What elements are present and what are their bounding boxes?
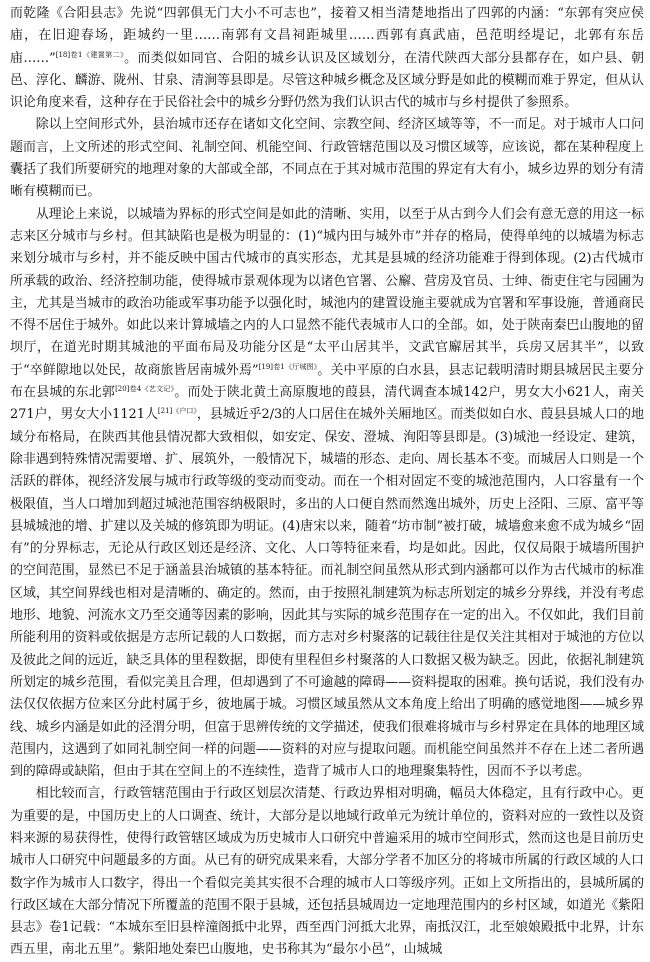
paragraph-3: 从理论上来说，以城墙为界标的形式空间是如此的清晰、实用，以至于从古到今人们会有意无意的用这一标志来区分城市与乡村。但其缺陷也是极为明显的：(1)“城内田与城外市”并存的格局，使得单纯的以城墙为标志来划分城市与乡村，并不能反映中国古代城市的真实形态，尤其是县城的经济功能难于得到体现。(2)古代城市所承载的政治、经济控制功能，使得城市景观体现为以诸色官署、公廨、营房及官员、士绅、衙吏住宅与园圃为主，尤其是当城市的政治功能或军事功能予以强化时，城池内的建置设施主要就成为官署和军事设施，普通商民不得不居住于城外。如此以来计算城墙之内的人口显然不能代表城市人口的全部。如，处于陕南秦巴山腹地的留坝厅，在道光时期其城池的平面布局及功能分区是“太平山居其半，文武官廨居其半，兵房又居其半”，以致于“卒鲜隙地以处民，故商旅皆居南城外焉”$^{[19]卷1《厅城图》}$。关中平原的白水县，县志记载明清时期县城居民主要分布在县城的东北郭$^{[20]卷4《艺文记》}$。而处于陕北黄土高原腹地的葭县，清代调查本城142户，男女大小621人，南关271户，男女大小1121人$^{[21]《户口》}$，县城近乎2/3的人口居住在城外关厢地区。而类似如白水、葭县县城人口的地域分布格局，在陕西其他县情况都大致相似，如安定、保安、澄城、洵阳等县即是。(3)城池一经设定、建筑，除非遇到特殊情况需要增、扩、展筑外，一般情况下，城墙的形态、走向、周长基本不变。而城居人口则是一个活跃的群体，视经济发展与城市行政等级的变动而变动。而在一个相对固定不变的城池范围内，人口容量有一个极限值，当人口增加到超过城池范围容纳极限时，多出的人口便自然而然逸出城外，历史上泾阳、三原、富平等县城城池的增、扩建以及关城的修筑即为明证。(4)唐宋以来，随着“坊市制”被打破，城墙愈来愈不成为城乡“固有”的分界标志，无论从行政区划还是经济、文化、人口等特征来看，均是如此。因此，仅仅局限于城墙所围护的空间范围，显然已不足于涵盖县治城镇的基本特征。而礼制空间虽然从形式到内涵都可以作为古代城市的标准区域，其空间界线也相对是清晰的、确定的。然而，由于按照礼制建筑为标志所划定的城乡分界线，并没有考虑地形、地貌、河流水文乃至交通等因素的影响，因此其与实际的城乡范围存在一定的出入。不仅如此，我们目前所能利用的资料或依据是方志所记载的人口数据，而方志对乡村聚落的记载往往是仅关注其相对于城池的方位以及彼此之间的远近，缺乏具体的里程数据，即使有里程但乡村聚落的人口数据又极为缺乏。因此，依据礼制建筑所划定的城乡范围，看似完美且合理，但却遇到了不可逾越的障碍——资料提取的困难。换句话说，我们没有办法仅仅依据方位来区分此村属于乡，彼地属于城。习惯区域虽然从文本角度上给出了明确的感觉地图——城乡界线、城乡内涵是如此的泾渭分明，但富于思辨传统的文学描述，使我们很难将城市与乡村界定在具体的地理区域范围内，这遇到了如同礼制空间一样的问题——资料的对应与提取问题。而机能空间虽然并不存在上述二者所遇到的障碍或缺陷，但由于其在空间上的不连续性，造背了城市人口的地理聚集特性，因而不予以考虑。 [10, 206, 645, 780]
citation-marker: [19]卷1《厅城图》 [258, 362, 318, 371]
paragraph-2: 除以上空间形式外，县治城市还存在诸如文化空间、宗教空间、经济区域等等，不一而足。对于城市人口问题而言，上文所述的形式空间、礼制空间、机能空间、行政管辖范围以及习惯区域等，应该说，都在某种程度上囊括了我们所要研究的地理对象的大部或全部，不同点在于其对城市范围的界定有大有小，城乡边界的划分有清晰有模糊而已。 [10, 117, 644, 200]
paragraph-1: 而乾隆《合阳县志》先说“四郭俱无门大小不可志也”，接着又相当清楚地指出了四郭的内涵：“东郭有突应侯庙，在旧迎春场，距城约一里……南郭有文昌祠距城里……西郭有真武庙，邑范明经堤记，北郭有东岳庙……”$^{[18]卷1《建置第二》}$。而类似如同官、合阳的城乡认识及区域划分，在清代陕西大部分县都存在，如户县、朝邑、淳化、麟游、陇州、甘泉、清涧等县即是。尽管这种城乡概念及区域分野是如此的模糊而难于界定，但从认识论角度来看，这种存在于民俗社会中的城乡分野仍然为我们认识古代的城市与乡村提供了参照系。 [10, 6, 644, 111]
citation-marker: [18]卷1《建置第二》 [55, 50, 125, 59]
citation-marker: [21]《户口》 [157, 407, 197, 416]
paragraph-4: 相比较而言，行政管辖范围由于行政区划层次清楚、行政边界相对明确，幅员大体稳定，且有行政中心。更为重要的是，中国历史上的人口调查、统计，大部分是以地域行政单元为统计单位的，资料对应的一致性以及资料来源的易获得性，使得行政管辖区域成为历史城市人口研究中普遍采用的城市空间形式，然而这也是目前历史城市人口研究中问题最多的方面。从已有的研究成果来看，大部分学者不加区分的将城市所属的行政区域的人口数字作为城市人口数字，得出一个看似完美其实很不合理的城市人口等级序列。正如上文所指出的，县城所属的行政区域在大部分情况下所覆盖的范围不限于县城，还包括县城周边一定地理范围内的乡村区域，如道光《紫阳县志》卷1记载：“本城东至旧县梓潼阁抵中北界，西至西门河抵大北界，南抵汉江，北至娘娘殿抵中北界，计东西五里，南北五里”。紫阳地处秦巴山腹地，史书称其为“最尔小邑”，山城城 [10, 786, 644, 958]
citation-marker: [20]卷4《艺文记》 [115, 385, 175, 394]
